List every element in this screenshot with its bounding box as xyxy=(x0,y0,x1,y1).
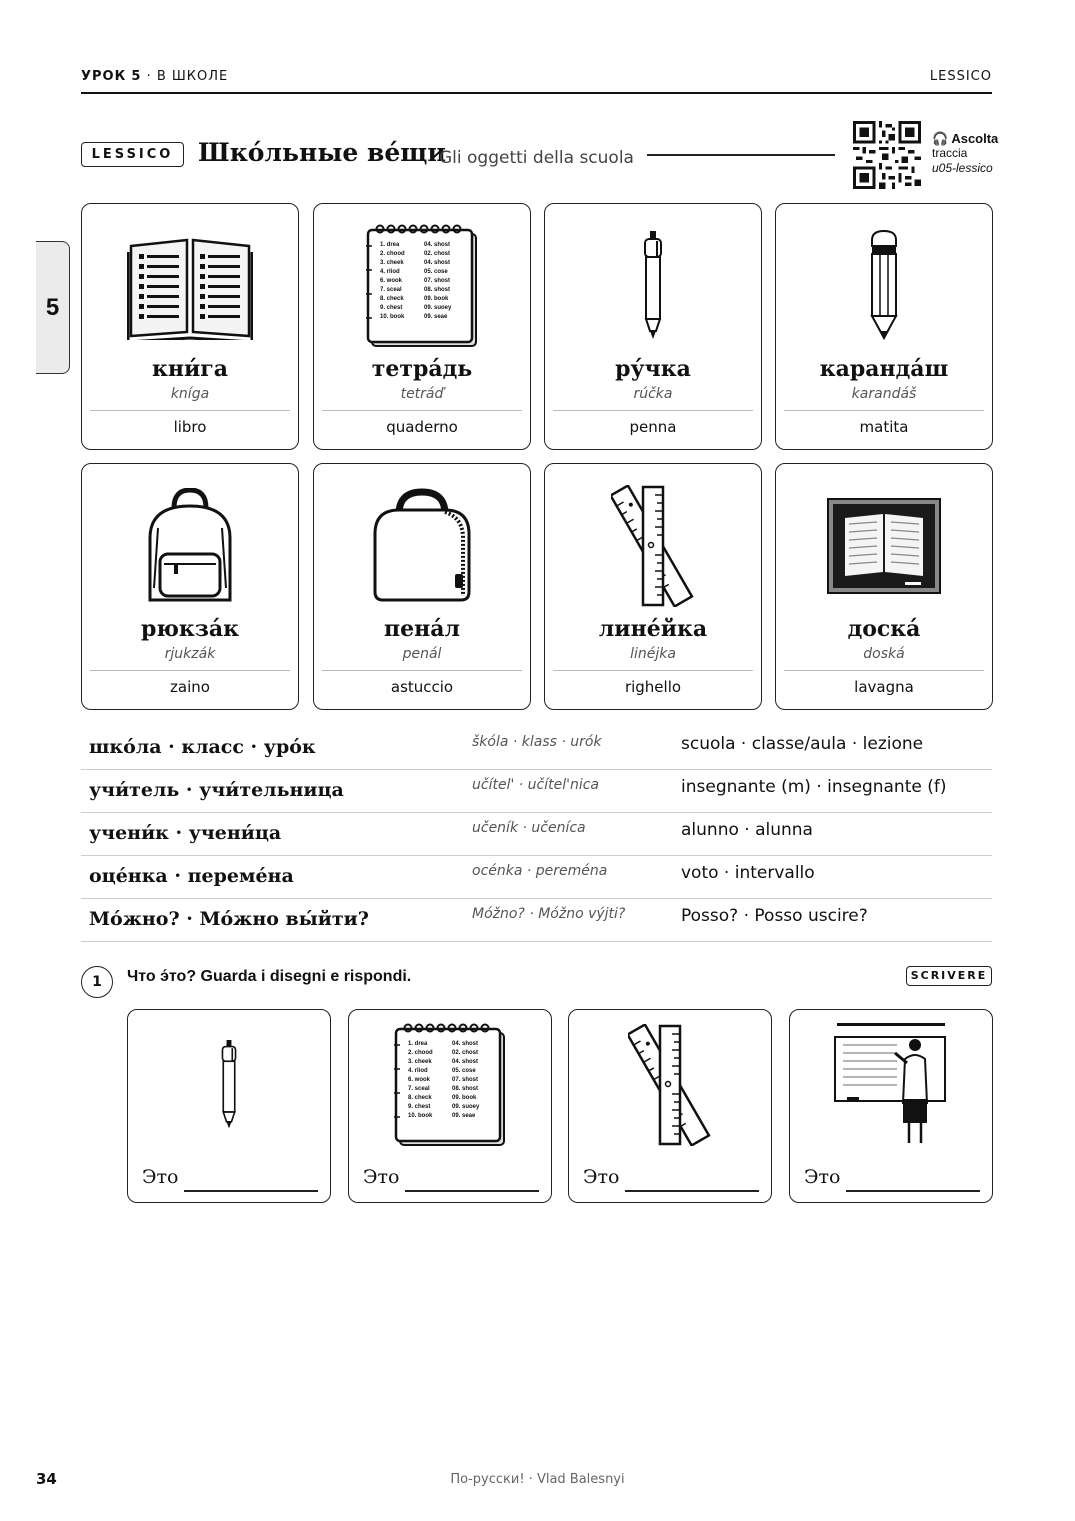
svg-text:05. cose: 05. cose xyxy=(452,1068,476,1074)
svg-text:08. shost: 08. shost xyxy=(424,287,451,293)
svg-text:10. book: 10. book xyxy=(408,1113,433,1119)
word-ru: ру́чка xyxy=(615,356,691,382)
exercise-item xyxy=(789,1009,993,1203)
pen-icon xyxy=(220,1031,238,1139)
answer-prompt: Это xyxy=(363,1166,400,1188)
word-transliteration: rúčka xyxy=(633,386,673,402)
word-ru: рюкза́к xyxy=(140,616,239,642)
word-transliteration: rjukzák xyxy=(164,646,216,662)
divider xyxy=(90,410,290,411)
svg-text:04. shost: 04. shost xyxy=(452,1041,479,1047)
answer-blank[interactable] xyxy=(846,1190,980,1192)
exercise-item xyxy=(348,1009,552,1203)
svg-text:6. wook: 6. wook xyxy=(380,278,403,284)
word-ru: лине́йка xyxy=(598,616,708,642)
svg-text:7. sceal: 7. sceal xyxy=(408,1086,430,1092)
notebook-icon xyxy=(366,224,478,348)
audio-track-info: 🎧 Ascolta traccia u05-lessico xyxy=(932,131,999,175)
word-transliteration: kníga xyxy=(170,386,210,402)
svg-text:6. wook: 6. wook xyxy=(408,1077,431,1083)
svg-text:9. chest: 9. chest xyxy=(408,1104,431,1110)
divider xyxy=(90,670,290,671)
notebook-left-lines xyxy=(380,242,405,320)
word-transliteration: karandáš xyxy=(851,386,917,402)
word-translation: libro xyxy=(173,418,207,436)
word-translation: matita xyxy=(859,418,909,436)
teacher-at-board-icon xyxy=(831,1023,951,1147)
svg-text:09. suoey: 09. suoey xyxy=(452,1104,480,1110)
vocab-row: Мо́жно? · Мо́жно вы́йти? Móžno? · Móžno výjti? Posso? · Posso uscire? xyxy=(81,898,992,942)
vocab-card-book xyxy=(81,203,299,450)
divider xyxy=(322,670,522,671)
word-transliteration: linéjka xyxy=(630,646,676,662)
book-icon xyxy=(127,232,253,340)
page-subtitle: Gli oggetti della scuola xyxy=(439,148,634,168)
answer-blank[interactable] xyxy=(184,1190,318,1192)
svg-text:02. chost: 02. chost xyxy=(424,251,451,257)
svg-text:02. chost: 02. chost xyxy=(452,1050,479,1056)
svg-text:1. drea: 1. drea xyxy=(408,1041,428,1047)
svg-text:09. book: 09. book xyxy=(452,1095,477,1101)
section-badge: LESSICO xyxy=(81,142,184,167)
ruler-icon xyxy=(628,1024,712,1146)
divider xyxy=(322,410,522,411)
vocab-card-pencil xyxy=(775,203,993,450)
footer-credit: По-русски! · Vlad Balesnyi xyxy=(450,1472,625,1487)
divider xyxy=(553,410,753,411)
svg-text:9. chest: 9. chest xyxy=(380,305,403,311)
headphones-icon: 🎧 xyxy=(932,131,949,146)
chapter-side-tab: 5 xyxy=(36,241,70,374)
vocab-card-backpack xyxy=(81,463,299,710)
svg-text:8. check: 8. check xyxy=(380,296,404,302)
vocab-row: шко́ла · класс · уро́к škóla · klass · urók scuola · classe/aula · lezione xyxy=(81,726,992,770)
vocab-row: учени́к · учени́ца učeník · učeníca alunno · alunna xyxy=(81,812,992,856)
svg-text:04. shost: 04. shost xyxy=(424,242,451,248)
svg-text:04. shost: 04. shost xyxy=(424,260,451,266)
svg-text:7. sceal: 7. sceal xyxy=(380,287,402,293)
exercise-badge: SCRIVERE xyxy=(906,966,992,986)
answer-prompt: Это xyxy=(583,1166,620,1188)
vocab-card-pencil-case xyxy=(313,463,531,710)
divider xyxy=(784,410,984,411)
notebook-right-lines xyxy=(424,242,452,320)
svg-text:10. book: 10. book xyxy=(380,314,405,320)
word-ru: пена́л xyxy=(384,616,460,642)
qr-code-icon[interactable] xyxy=(853,121,921,189)
svg-text:4. rliod: 4. rliod xyxy=(380,269,400,275)
word-ru: каранда́ш xyxy=(819,356,949,382)
word-translation: astuccio xyxy=(390,678,454,696)
svg-text:09. seae: 09. seae xyxy=(452,1113,476,1119)
vocab-row: учи́тель · учи́тельница učítel' · učítel'nica insegnante (m) · insegnante (f) xyxy=(81,769,992,813)
svg-text:4. rliod: 4. rliod xyxy=(408,1068,428,1074)
word-translation: zaino xyxy=(170,678,210,696)
exercise-item xyxy=(127,1009,331,1203)
svg-text:1. drea: 1. drea xyxy=(380,242,400,248)
answer-prompt: Это xyxy=(142,1166,179,1188)
svg-text:05. cose: 05. cose xyxy=(424,269,448,275)
svg-text:08. shost: 08. shost xyxy=(452,1086,479,1092)
svg-text:8. check: 8. check xyxy=(408,1095,432,1101)
blackboard-icon xyxy=(827,498,941,594)
divider xyxy=(553,670,753,671)
svg-text:07. shost: 07. shost xyxy=(452,1077,479,1083)
word-ru: кни́га xyxy=(151,356,229,382)
word-ru: доска́ xyxy=(847,616,921,642)
vocab-card-pen xyxy=(544,203,762,450)
notebook-left-lines xyxy=(408,1041,433,1119)
answer-blank[interactable] xyxy=(405,1190,539,1192)
word-transliteration: tetráď xyxy=(400,386,444,402)
pencil-icon xyxy=(869,230,899,342)
svg-text:09. suoey: 09. suoey xyxy=(424,305,452,311)
vocab-card-ruler xyxy=(544,463,762,710)
page-title: Шко́льные ве́щи xyxy=(198,138,446,167)
exercise-item xyxy=(568,1009,772,1203)
page-number: 34 xyxy=(36,1470,57,1488)
svg-text:2. chood: 2. chood xyxy=(408,1050,433,1056)
exercise-number: 1 xyxy=(81,966,113,998)
pencil-case-icon xyxy=(369,488,475,604)
svg-text:3. cheek: 3. cheek xyxy=(380,260,404,266)
vocab-row: оце́нка · переме́на océnka · pereména voto · intervallo xyxy=(81,855,992,899)
svg-text:04. shost: 04. shost xyxy=(452,1059,479,1065)
notebook-icon xyxy=(394,1023,506,1147)
pen-icon xyxy=(642,231,664,341)
word-transliteration: penál xyxy=(402,646,442,662)
word-transliteration: doská xyxy=(863,646,905,662)
title-rule xyxy=(647,154,835,156)
word-ru: тетра́дь xyxy=(371,356,473,382)
backpack-icon xyxy=(140,488,240,604)
svg-text:07. shost: 07. shost xyxy=(424,278,451,284)
divider xyxy=(784,670,984,671)
word-translation: quaderno xyxy=(386,418,458,436)
header-rule xyxy=(81,92,992,94)
svg-text:09. seae: 09. seae xyxy=(424,314,448,320)
word-translation: righello xyxy=(624,678,682,696)
svg-text:09. book: 09. book xyxy=(424,296,449,302)
answer-prompt: Это xyxy=(804,1166,841,1188)
answer-blank[interactable] xyxy=(625,1190,759,1192)
running-header-left: УРОК 5 · В ШКОЛЕ xyxy=(81,69,229,84)
svg-text:3. cheek: 3. cheek xyxy=(408,1059,432,1065)
exercise-instruction: Что э́то? Guarda i disegni e rispondi. xyxy=(127,968,412,985)
word-translation: penna xyxy=(629,418,677,436)
svg-text:2. chood: 2. chood xyxy=(380,251,405,257)
vocab-card-notebook xyxy=(313,203,531,450)
vocab-card-blackboard xyxy=(775,463,993,710)
notebook-right-lines xyxy=(452,1041,480,1119)
word-translation: lavagna xyxy=(854,678,914,696)
track-code: u05-lessico xyxy=(932,161,993,175)
ruler-icon xyxy=(611,485,695,607)
running-header-section: LESSICO xyxy=(929,69,992,84)
